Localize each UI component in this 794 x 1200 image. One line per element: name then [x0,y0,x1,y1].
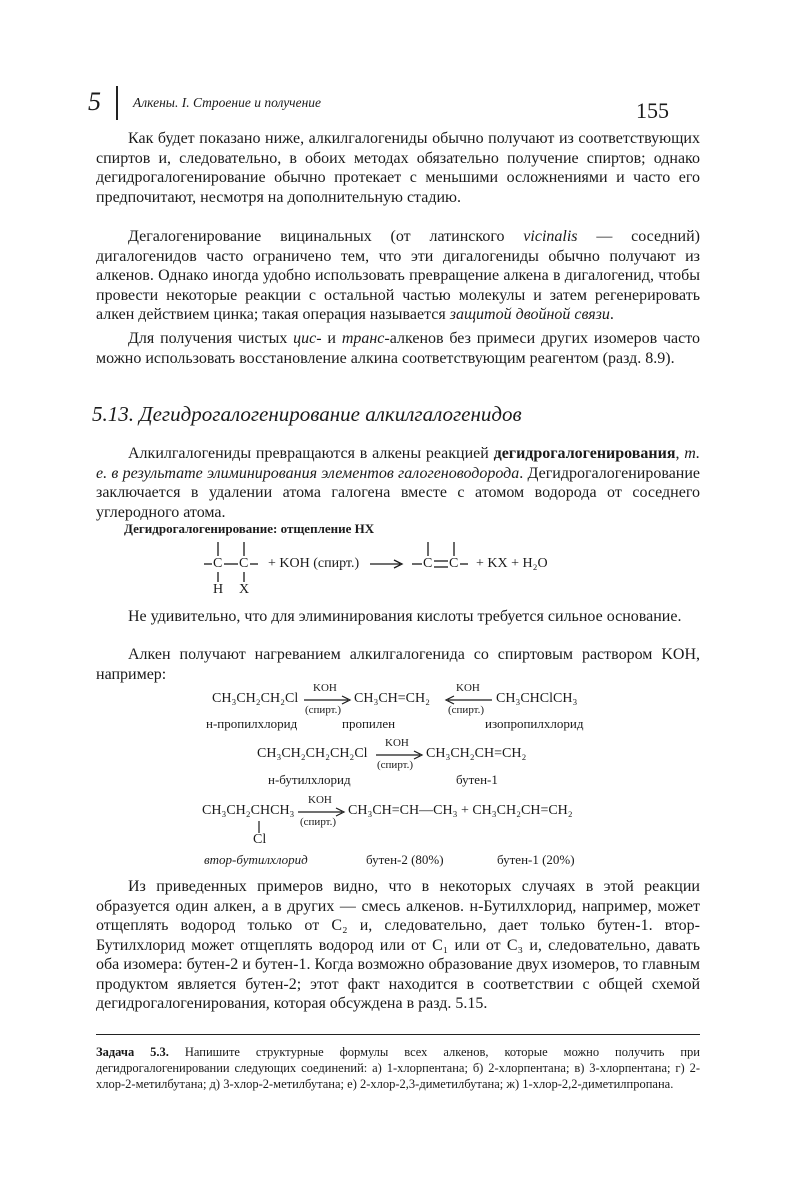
scheme-product-carbon-1: C [423,556,433,571]
example-1 [200,682,620,732]
ex2-reactant: CH₃CH₂CH₂CH₂Cl [257,746,368,761]
ex3-product-1-name: бутен-2 (80%) [366,852,444,867]
ex2-reagent: KOH [385,737,409,749]
ex1-reactant: CH₃CH₂CH₂Cl [212,691,299,706]
note-divider [96,1034,700,1035]
problem-label: Задача 5.3. [96,1045,169,1059]
page-number: 155 [636,98,669,123]
ex2-product-name: бутен-1 [456,772,498,787]
p2-text-a: Дегалогенирование вицинальных (от латинского [128,228,524,245]
p3-text-b: и [321,330,342,347]
p4-text-a: Алкилгалогениды превращаются в алкены реакцией [128,445,494,462]
general-scheme [200,538,620,602]
p3-text-c: алкенов без примеси других изомеров часто можно использовать восстановление алкина соответствующим реагентом (разд. 8.9). [96,330,700,367]
problem-5-3 [96,1044,700,1092]
example-2 [200,737,620,787]
chapter-number: 5 [88,87,101,116]
scheme-reagent: + KOH (спирт.) [268,556,360,571]
scheme-carbon-2: C [239,556,249,571]
scheme-carbon-1: C [213,556,223,571]
ex1-product-name: пропилен [342,716,396,731]
p4-text-b: , [675,445,685,462]
ex3-reagent: KOH [308,794,332,806]
ex1-condition-1: (спирт.) [305,704,342,716]
p4-definition: в результате элиминирования элементов галогеноводорода [111,464,520,482]
chapter-title: Алкены. I. Строение и получение [133,95,322,110]
ex2-reactant-name: н-бутилхлорид [268,772,351,787]
ex1-reactant-name: н-пропилхлорид [206,716,298,731]
problem-text: Напишите структурные формулы всех алкенов, которые можно получить при дегидрогалогенировании следующих соединений: а) 1-хлорпентана; б) 2-хлорпентана; в) 3-хлорпентана; г) 2-хлор-2-метилбутана; д) 3-хлор-2-метилбутана; е) 2-хлор-2,3-диметилбутана; ж) 1-хлор-2,2-диметилпропана. [96,1045,700,1091]
section-heading: 5.13. Дегидрогалогенирование алкилгалогенидов [92,402,522,426]
paragraph-6: Алкен получают нагреванием алкилгалогенида со спиртовым раствором KOH, например: [96,646,700,683]
scheme-bonds [200,538,620,602]
scheme-label: Дегидрогалогенирование: отщепление HX [124,521,375,536]
p3-trans: транс- [341,330,390,347]
example-3 [200,792,620,868]
paragraph-7: Из приведенных примеров видно, что в некоторых случаях в этой реакции образуется один алкен, а в других — смесь алкенов. н-Бутилхлорид, например, может отщеплять водород только от C₂ и, следовательно, дает только бутен-1. втор-Бутилхлорид может отщеплять водород или от C₁ или от C₃ и, следовательно, давать оба изомера: бутен-2 и бутен-1. Когда возможно образование двух изомеров, то главным продуктом является бутен-2; этот факт находится в соответствии с общей схемой дегидрогалогенирования, которая обсуждена в разд. 5.15. [96,878,700,1012]
ex1-reagent-2: KOH [456,682,480,694]
p2-latin-word: vicinalis [523,228,578,245]
ex2-condition: (спирт.) [377,759,414,771]
p2-text-c: . [609,306,614,323]
ex1-reverse-product: CH₃CHClCH₃ [496,691,578,706]
ex2-arrow [200,737,620,787]
ex1-reagent-1: KOH [313,682,337,694]
scheme-products: + KX + H₂O [476,556,548,571]
paragraph-4 [96,444,700,522]
p4-text-d: . Дегидрогалогенирование заключается в удалении атома галогена вместе с атомом водорода от соседнего углеродного атома. [96,464,701,521]
ex1-product: CH₃CH=CH₂ [354,691,431,706]
paragraph-3 [96,329,700,368]
p2-text-b: — соседний) дигалогенидов часто ограничено тем, что эти дигалогениды обычно получают из алкенов. Однако иногда удобно использовать превращение алкена в дигалогенид, чтобы провести некоторые реакции с остальной частью молекулы и затем регенерировать алкен действием цинка; такая операция называется [96,228,700,323]
ex3-reactant-name: втор-бутилхлорид [204,852,308,867]
paragraph-2 [96,227,700,325]
scheme-halogen: X [239,582,250,597]
paragraph-1: Как будет показано ниже, алкилгалогениды обычно получают из соответствующих спиртов и, следовательно, в обоих методах обязательно получение спиртов; однако дегидрогалогенирование обычно протекает с меньшими осложнениями и часто его предпочитают, несмотря на дополнительную стадию. [96,130,700,206]
paragraph-5: Не удивительно, что для элиминирования кислоты требуется сильное основание. [128,608,682,625]
ex3-product-2-name: бутен-1 (20%) [497,852,575,867]
p3-text-a: Для получения чистых [128,330,294,347]
scheme-product-carbon-2: C [449,556,459,571]
p4-te: т. е. [96,445,701,482]
header-divider [116,86,118,120]
p4-term: дегидрогалогенирования [493,445,676,462]
ex2-product: CH₃CH₂CH=CH₂ [426,746,527,761]
scheme-hydrogen: H [213,582,224,597]
ex3-chlorine: Cl [253,832,267,847]
p3-cis: цис- [293,330,322,347]
ex1-reverse-name: изопропилхлорид [485,716,584,731]
ex3-condition: (спирт.) [300,816,337,828]
ex3-products: CH₃CH=CH—CH₃ + CH₃CH₂CH=CH₂ [348,803,573,818]
ex1-condition-2: (спирт.) [448,704,485,716]
p2-term: защитой двойной связи [449,306,610,323]
ex3-reactant: CH₃CH₂CHCH₃ [202,803,295,818]
